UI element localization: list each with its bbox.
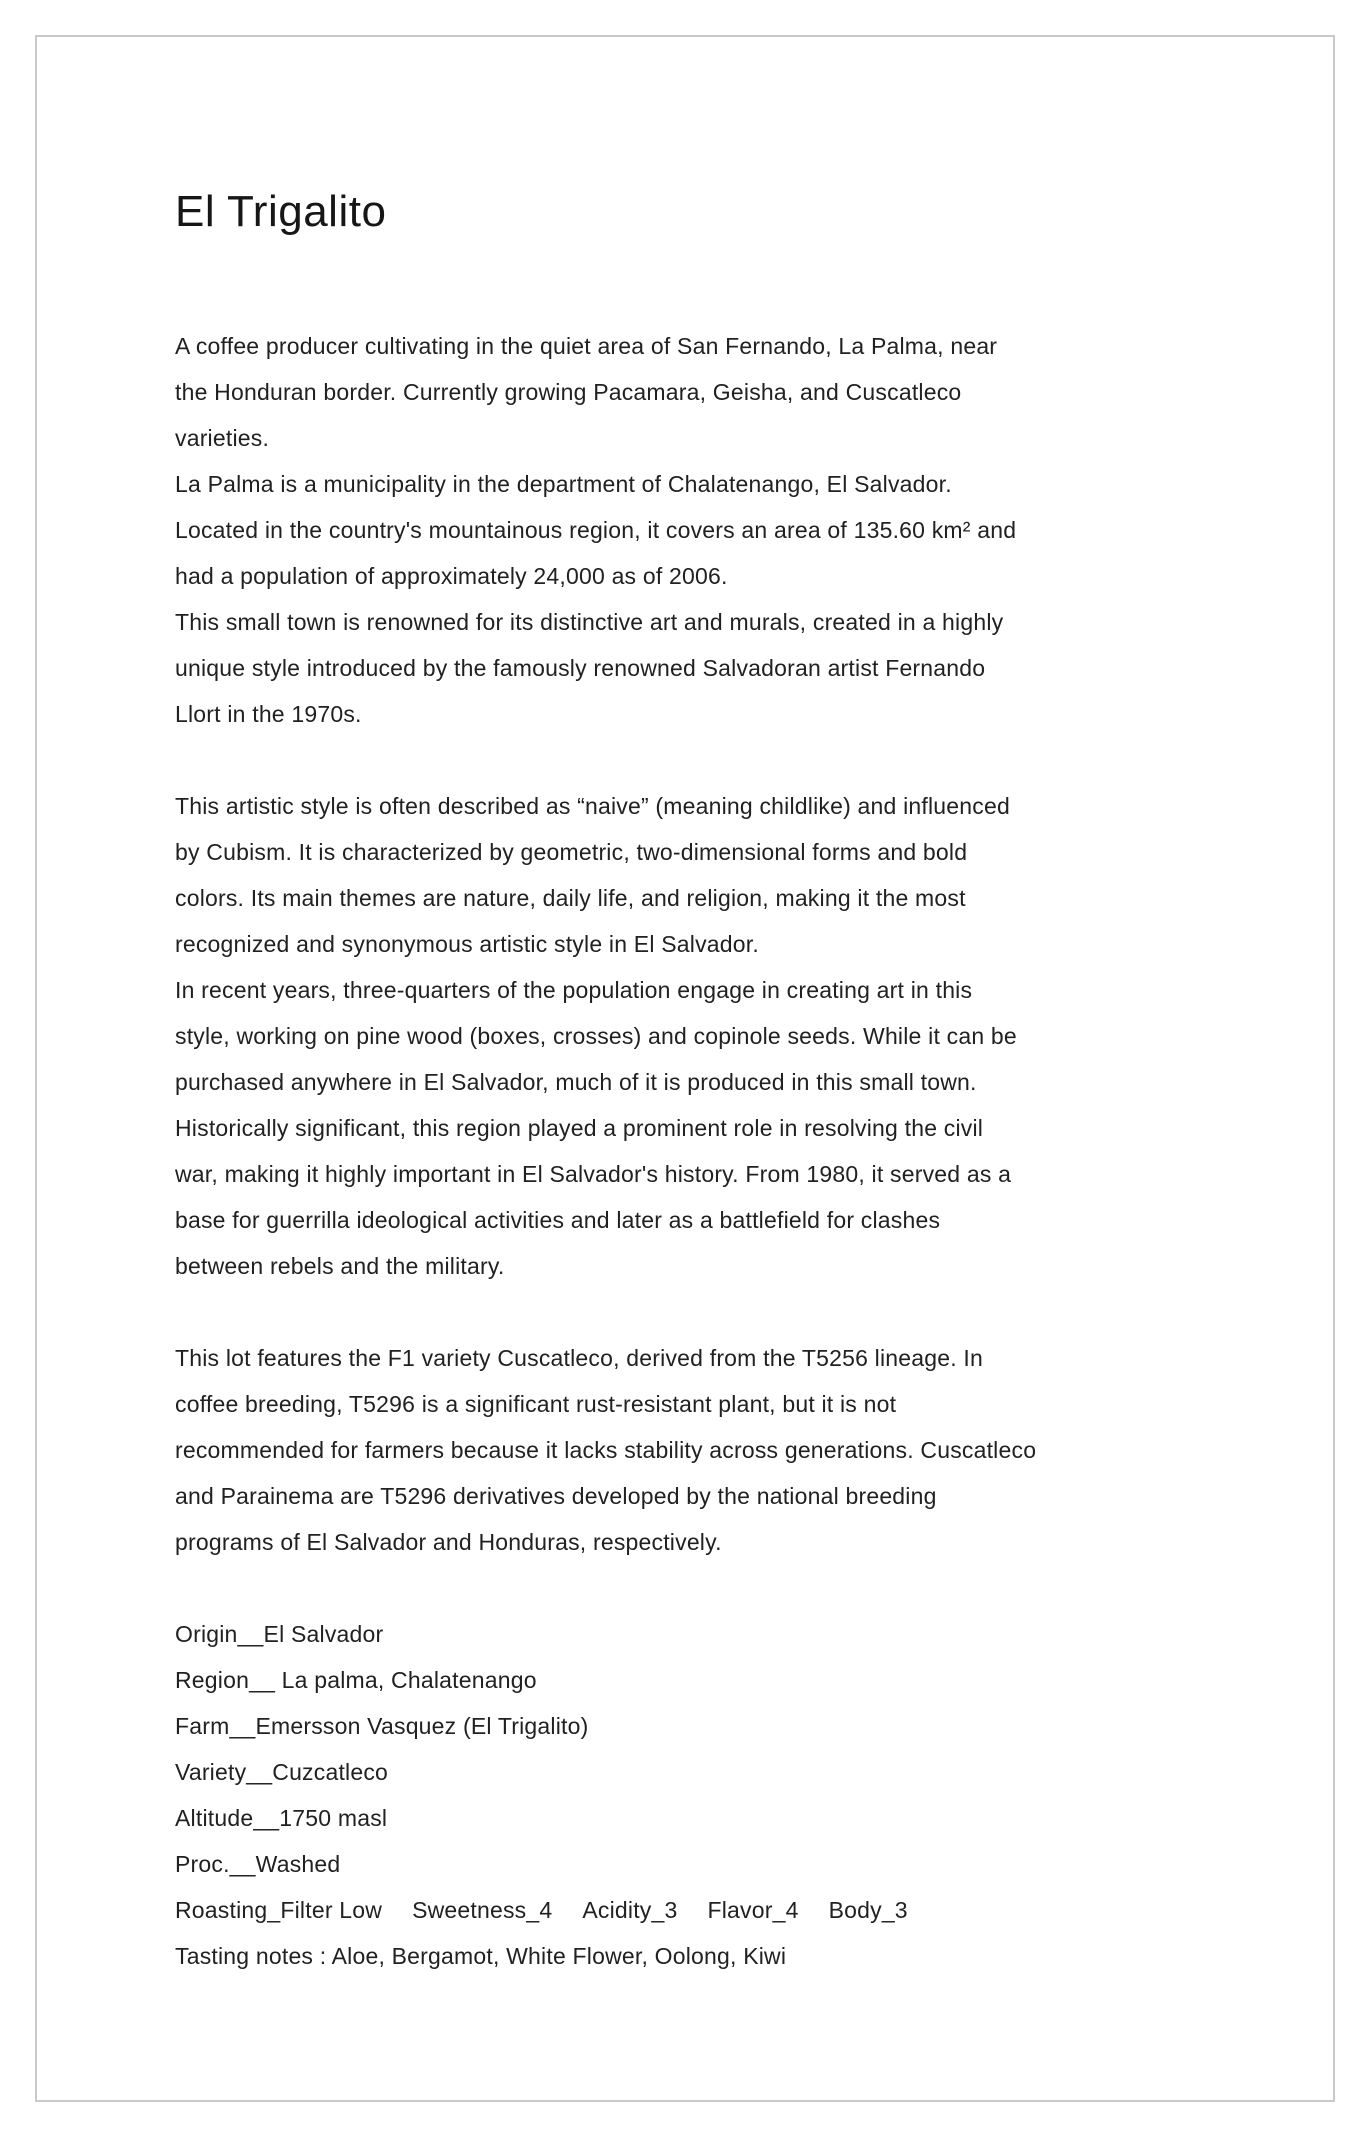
- text-line: In recent years, three-quarters of the population engage in creating art in this: [175, 976, 973, 1003]
- spec-farm: Farm__Emersson Vasquez (El Trigalito): [175, 1712, 589, 1739]
- text-line: the Honduran border. Currently growing Pacamara, Geisha, and Cuscatleco: [175, 378, 962, 405]
- text-line: style, working on pine wood (boxes, crosses) and copinole seeds. While it can be: [175, 1022, 1017, 1049]
- rating-item: Body_3: [828, 1896, 908, 1923]
- text-line: by Cubism. It is characterized by geometric, two-dimensional forms and bold: [175, 838, 968, 865]
- text-line: between rebels and the military.: [175, 1252, 505, 1279]
- text-line: A coffee producer cultivating in the quiet area of San Fernando, La Palma, near: [175, 332, 998, 359]
- text-line: purchased anywhere in El Salvador, much of it is produced in this small town.: [175, 1068, 977, 1095]
- rating-item: Sweetness_4: [412, 1896, 553, 1923]
- text-line: colors. Its main themes are nature, daily life, and religion, making it the most: [175, 884, 966, 911]
- text-line: Located in the country's mountainous region, it covers an area of 135.60 km² and: [175, 516, 1017, 543]
- paragraph-artistic-style: [175, 783, 1255, 1289]
- text-line: war, making it highly important in El Salvador's history. From 1980, it served as a: [175, 1160, 1012, 1187]
- text-line: coffee breeding, T5296 is a significant rust-resistant plant, but it is not: [175, 1390, 897, 1417]
- text-line: Llort in the 1970s.: [175, 700, 362, 727]
- page-title: El Trigalito: [175, 187, 387, 236]
- text-line: This lot features the F1 variety Cuscatleco, derived from the T5256 lineage. In: [175, 1344, 984, 1371]
- text-line: and Parainema are T5296 derivatives developed by the national breeding: [175, 1482, 937, 1509]
- text-line: La Palma is a municipality in the department of Chalatenango, El Salvador.: [175, 470, 952, 497]
- text-line: recommended for farmers because it lacks stability across generations. Cuscatleco: [175, 1436, 1037, 1463]
- text-line: unique style introduced by the famously renowned Salvadoran artist Fernando: [175, 654, 986, 681]
- spec-variety: Variety__Cuzcatleco: [175, 1758, 389, 1785]
- spec-origin: Origin__El Salvador: [175, 1620, 384, 1647]
- rating-item: Acidity_3: [582, 1896, 678, 1923]
- text-line: This small town is renowned for its distinctive art and murals, created in a highly: [175, 608, 1004, 635]
- paragraph-lot-variety: [175, 1335, 1255, 1565]
- spec-process: Proc.__Washed: [175, 1850, 341, 1877]
- text-line: base for guerrilla ideological activities and later as a battlefield for clashes: [175, 1206, 941, 1233]
- coffee-specs: [175, 1611, 1255, 1979]
- rating-item: Roasting_Filter Low: [175, 1896, 383, 1923]
- spec-region: Region__ La palma, Chalatenango: [175, 1666, 537, 1693]
- spec-altitude: Altitude__1750 masl: [175, 1804, 388, 1831]
- text-line: varieties.: [175, 424, 270, 451]
- spec-ratings: [175, 1887, 1255, 1933]
- rating-item: Flavor_4: [707, 1896, 799, 1923]
- text-line: programs of El Salvador and Honduras, respectively.: [175, 1528, 722, 1555]
- text-line: Historically significant, this region played a prominent role in resolving the civil: [175, 1114, 984, 1141]
- text-line: This artistic style is often described as “naive” (meaning childlike) and influenced: [175, 792, 1010, 819]
- paragraph-producer-intro: [175, 323, 1255, 737]
- text-line: recognized and synonymous artistic style in El Salvador.: [175, 930, 759, 957]
- document-content: [175, 186, 1255, 1979]
- text-line: had a population of approximately 24,000 as of 2006.: [175, 562, 728, 589]
- spec-tasting-notes: Tasting notes : Aloe, Bergamot, White Flower, Oolong, Kiwi: [175, 1942, 787, 1969]
